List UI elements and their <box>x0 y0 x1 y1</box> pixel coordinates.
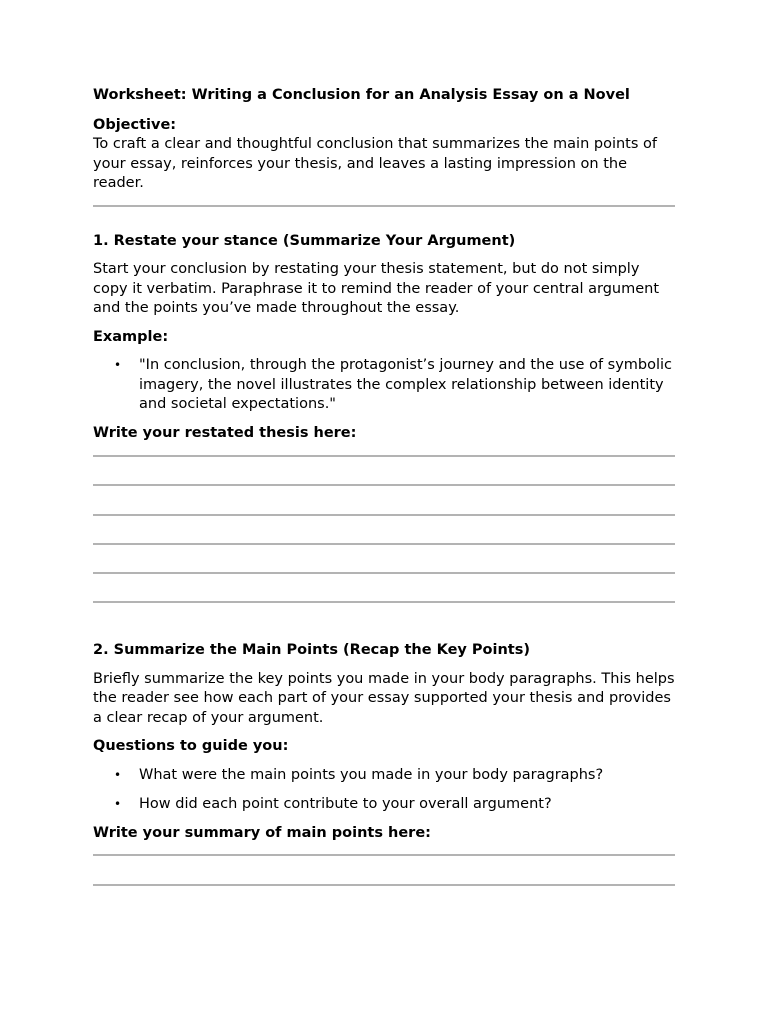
writing-line[interactable] <box>93 543 675 572</box>
objective-label: Objective: <box>93 116 177 133</box>
writing-line[interactable] <box>93 455 675 484</box>
writing-line[interactable] <box>93 572 675 601</box>
example-label: Example: <box>93 328 169 345</box>
section2-body: Briefly summarize the key points you made in your body paragraphs. This helps the reader see how each part of your essay supported your thesis and provides a clear recap of your argument. <box>93 670 675 726</box>
guide-questions-list <box>93 766 675 815</box>
section2-write-prompt: Write your summary of main points here: <box>93 824 431 841</box>
section2-heading: 2. Summarize the Main Points (Recap the Key Points) <box>93 642 530 659</box>
objective-text: To craft a clear and thoughtful conclusion that summarizes the main points of your essay, reinforces your thesis, and leaves a lasting impression on the reader. <box>93 136 658 191</box>
guide-question-item: • How did each point contribute to your overall argument? <box>93 795 675 815</box>
questions-label: Questions to guide you: <box>93 738 289 755</box>
worksheet-title: Worksheet: Writing a Conclusion for an Analysis Essay on a Novel <box>93 87 630 103</box>
writing-line[interactable] <box>93 514 675 543</box>
guide-question-item: • What were the main points you made in your body paragraphs? <box>93 766 675 786</box>
example-list <box>93 356 675 415</box>
section1-body: Start your conclusion by restating your thesis statement, but do not simply copy it verbatim. Paraphrase it to remind the reader of your central argument and the points you’ve made throughout the essay. <box>93 261 660 316</box>
section1-heading: 1. Restate your stance (Summarize Your Argument) <box>93 232 516 249</box>
writing-line[interactable] <box>93 854 675 883</box>
example-item: • "In conclusion, through the protagonist’s journey and the use of symbolic imagery, the novel illustrates the complex relationship between identity and societal expectations." <box>93 356 675 415</box>
main-points-writing-lines[interactable] <box>93 854 675 885</box>
worksheet-page <box>93 86 675 886</box>
writing-line[interactable] <box>93 601 675 603</box>
writing-line[interactable] <box>93 884 675 886</box>
section-divider <box>93 205 675 207</box>
restated-thesis-writing-lines[interactable] <box>93 455 675 603</box>
writing-line[interactable] <box>93 484 675 513</box>
section1-write-prompt: Write your restated thesis here: <box>93 424 357 441</box>
